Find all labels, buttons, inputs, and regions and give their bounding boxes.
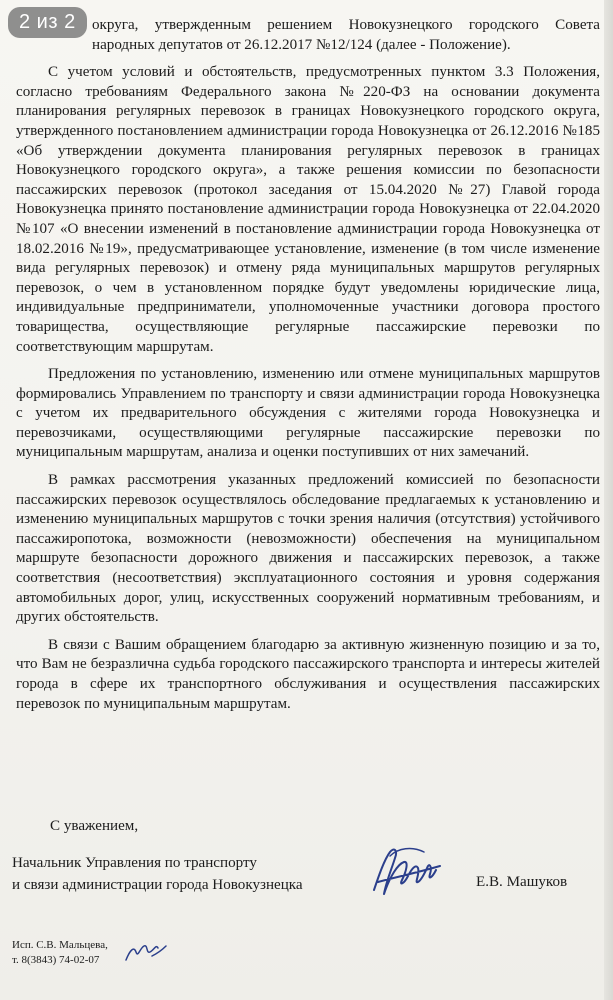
position-line-1: Начальник Управления по транспорту xyxy=(12,855,257,871)
executor-info xyxy=(12,938,108,968)
page-edge xyxy=(604,0,613,1000)
closing-phrase: С уважением, xyxy=(50,818,139,834)
executor-initials-signature xyxy=(122,936,170,968)
signatory-name: Е.В. Машуков xyxy=(476,874,568,890)
letter-body xyxy=(16,16,600,722)
paragraph-legal-basis: С учетом условий и обстоятельств, предусмотренных пунктом 3.3 Положения, согласно требованиям Федерального закона №220-ФЗ на основании документа планирования регулярных перевозок в границах Новокузнецкого городского округа, утвержденного постановлением администрации города Новокузнецка от 26.12.2016 №185 «Об утверждении документа планирования регулярных перевозок в границах Новокузнецкого городского округа», а также решения комиссии по безопасности пассажирских перевозок (протокол заседания от 15.04.2020 №27) Главой города Новокузнецка принято постановление администрации города Новокузнецка от 22.04.2020 №107 «О внесении изменений в постановление администрации города Новокузнецка от 18.02.2016 №19», предусматривающее установление, изменение (в том числе изменение вида регулярных перевозок) и отмену ряда муниципальных маршрутов регулярных перевозок, о чем в установленном порядке будут уведомлены юридические лица, индивидуальные предприниматели, уполномоченные участники договора простого товарищества, осуществляющие регулярные пассажирские перевозки по соответствующим маршрутам. xyxy=(16,64,600,355)
paragraph-commission-review: В рамках рассмотрения указанных предложений комиссией по безопасности пассажирских перевозок осуществлялось обследование предлагаемых к установлению и изменению муниципальных маршрутов с точки зрения наличия (отсутствия) устойчивого пассажиропотока, возможности (невозможности) обеспечения на муниципальном маршруте безопасности дорожного движения и пассажирских перевозок, а также соответствия (несоответствия) эксплуатационного состояния и уровня содержания автомобильных дорог, улиц, искусственных сооружений нормативным требованиям, и других обстоятельств. xyxy=(16,472,600,626)
paragraph-proposals: Предложения по установлению, изменению или отмене муниципальных маршрутов формировались Управлением по транспорту и связи администрации города Новокузнецка с учетом их предварительного обсуждения с жителями города Новокузнецка и перевозчиками, осуществляющими регулярные пассажирские перевозки по муниципальным маршрутам, анализа и оценки поступивших от них замечаний. xyxy=(16,366,600,461)
handwritten-signature xyxy=(368,838,446,904)
paragraph-continuation: округа, утвержденным решением Новокузнецкого городского Совета народных депутатов от 26.12.2017 №12/124 (далее - Положение). xyxy=(92,17,600,53)
signatory-position xyxy=(12,852,303,896)
executor-phone: т. 8(3843) 74-02-07 xyxy=(12,954,100,966)
position-line-2: и связи администрации города Новокузнецка xyxy=(12,877,303,893)
paragraph-gratitude: В связи с Вашим обращением благодарю за активную жизненную позицию и за то, что Вам не безразлична судьба городского пассажирского транспорта и интересы жителей города в сфере их транспортного обслуживания и осуществления пассажирских перевозок по муниципальным маршрутам. xyxy=(16,636,600,712)
page-counter-badge: 2 из 2 xyxy=(8,7,87,38)
executor-name: Исп. С.В. Мальцева, xyxy=(12,939,108,951)
